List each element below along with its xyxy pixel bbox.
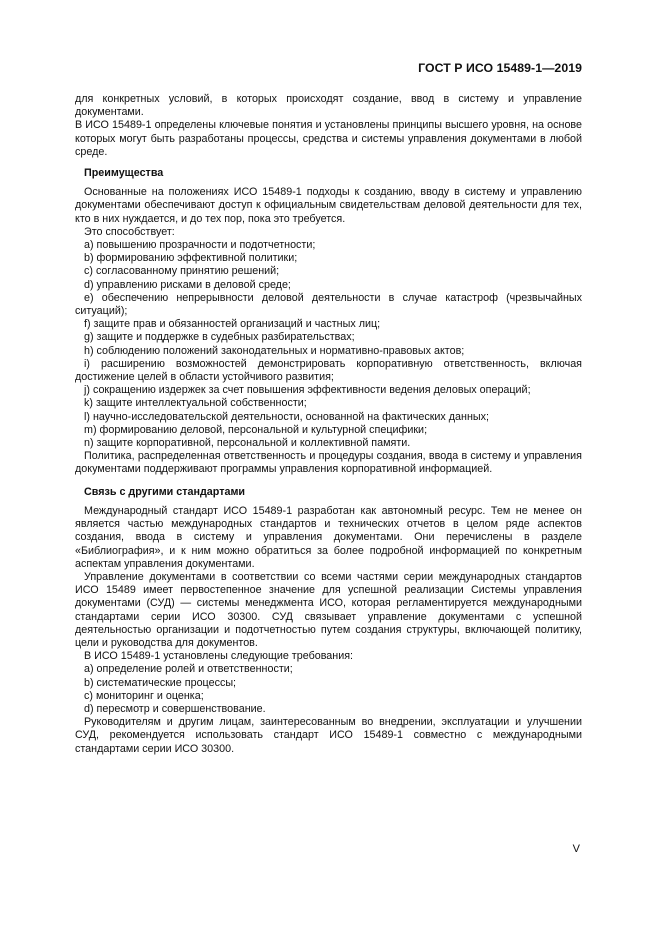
section-heading-relations: Связь с другими стандартами	[84, 485, 246, 498]
list-item: b) формированию эффективной политики;	[84, 252, 298, 265]
list-item: b) систематические процессы;	[84, 676, 237, 689]
list-item: с) согласованному принятию решений;	[84, 265, 280, 278]
list-item: n) защите корпоративной, персональной и коллективной памяти.	[84, 437, 411, 450]
relations-lead: В ИСО 15489-1 установлены следующие требования:	[84, 650, 354, 663]
list-item: е) обеспечению непрерывности деловой деятельности в случае катастроф (чрезвычайных ситуаций);	[75, 291, 582, 318]
list-item: а) определение ролей и ответственности;	[84, 663, 293, 676]
list-item: m) формированию деловой, персональной и культурной специфики;	[84, 423, 428, 436]
section-heading-advantages: Преимущества	[84, 167, 164, 180]
list-item: j) сокращению издержек за счет повышения эффективности ведения деловых операций;	[84, 384, 531, 397]
advantages-lead: Это способствует:	[84, 225, 175, 238]
list-item: d) пересмотр и совершенствование.	[84, 702, 266, 715]
list-item: g) защите и поддержке в судебных разбирательствах;	[84, 331, 355, 344]
advantages-closing: Политика, распределенная ответственность и процедуры создания, ввода в систему и управления документами поддерживают программы управления корпоративной информацией.	[75, 450, 582, 476]
relations-paragraph-2: Управление документами в соответствии со всеми частями серии международных стандартов ИСО 15489 имеет первостепенное значение для успешной реализации Системы управления документами (СУД) — системы менеджмента ИСО, которая регламентируется международными стандартами серии ИСО 30300. СУД связывает управление документами с успешной деятельностью организации и подотчетностью путем создания структуры, включающей политику, цели и руководства для документов.	[75, 570, 582, 649]
advantages-paragraph: Основанные на положениях ИСО 15489-1 подходы к созданию, вводу в систему и управлению документами обеспечивают доступ к официальным свидетельствам деловой деятельности для тех, кто в них нуждается, и до тех пор, пока это требуется.	[75, 186, 582, 225]
list-item: с) мониторинг и оценка;	[84, 689, 204, 702]
intro-continuation: для конкретных условий, в которых происходят создание, ввод в систему и управление документами.	[75, 93, 582, 119]
document-header: ГОСТ Р ИСО 15489-1—2019	[418, 61, 582, 75]
relations-closing: Руководителям и другим лицам, заинтересованным во внедрении, эксплуатации и улучшении СУД, рекомендуется использовать стандарт ИСО 15489-1 совместно с международными стандартами серии ИСО 30300.	[75, 716, 582, 755]
document-body	[75, 93, 582, 756]
list-item: i) расширению возможностей демонстрировать корпоративную ответственность, включая достижение целей в области устойчивого развития;	[75, 357, 582, 384]
list-item: а) повышению прозрачности и подотчетности;	[84, 239, 316, 252]
intro-paragraph: В ИСО 15489-1 определены ключевые понятия и установлены принципы высшего уровня, на основе которых могут быть разработаны процессы, средства и системы управления документами в любой среде.	[75, 119, 582, 158]
list-item: l) научно-исследовательской деятельности, основанной на фактических данных;	[84, 410, 489, 423]
list-item: h) соблюдению положений законодательных и нормативно-правовых актов;	[84, 344, 465, 357]
relations-paragraph-1: Международный стандарт ИСО 15489-1 разработан как автономный ресурс. Тем не менее он является частью международных стандартов и технических отчетов в целом ряде аспектов создания, ввода в систему и управления документами. Они перечислены в разделе «Библиография», и к ним можно обратиться за более подробной информацией по конкретным аспектам управления документами.	[75, 504, 582, 570]
list-item: k) защите интеллектуальной собственности;	[84, 397, 307, 410]
page-number: V	[572, 843, 580, 855]
list-item: d) управлению рисками в деловой среде;	[84, 278, 291, 291]
list-item: f) защите прав и обязанностей организаций и частных лиц;	[84, 318, 381, 331]
